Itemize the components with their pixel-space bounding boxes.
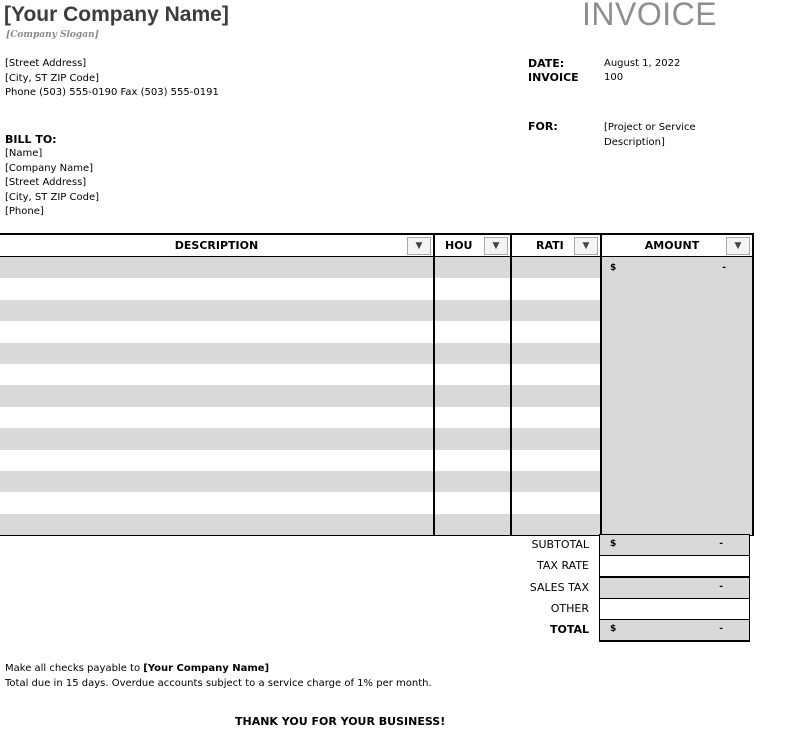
for-label: FOR:	[528, 120, 558, 133]
rate-cell[interactable]	[511, 385, 601, 406]
invoice-number-value: 100	[604, 72, 624, 83]
for-value	[604, 121, 696, 150]
table-row	[0, 364, 753, 385]
rate-cell[interactable]	[511, 428, 601, 449]
invoice-title: INVOICE	[582, 0, 718, 32]
hours-cell[interactable]	[434, 364, 511, 385]
rate-header[interactable]	[511, 234, 601, 257]
rate-cell[interactable]	[511, 300, 601, 321]
total-label: TOTAL	[549, 623, 589, 636]
description-cell[interactable]	[0, 364, 434, 385]
table-row	[0, 300, 753, 321]
hours-header[interactable]	[434, 234, 511, 257]
table-row	[0, 514, 753, 536]
amount-cell[interactable]	[601, 514, 753, 536]
sales-tax-cell[interactable]	[599, 577, 750, 599]
hours-cell[interactable]	[434, 514, 511, 536]
hours-cell[interactable]	[434, 343, 511, 364]
for-value-line-1: [Project or Service	[604, 122, 696, 133]
amount-cell[interactable]	[601, 257, 753, 279]
hours-cell[interactable]	[434, 492, 511, 513]
tax-rate-cell[interactable]	[599, 555, 750, 577]
description-cell[interactable]	[0, 471, 434, 492]
hours-cell[interactable]	[434, 407, 511, 428]
amount-cell[interactable]	[601, 492, 753, 513]
company-phone-fax: Phone (503) 555-0190 Fax (503) 555-0191	[5, 87, 219, 98]
description-cell[interactable]	[0, 407, 434, 428]
other-label: OTHER	[550, 602, 589, 615]
sales-tax-value: -	[719, 582, 723, 592]
table-row	[0, 450, 753, 471]
table-row	[0, 385, 753, 406]
total-value: -	[719, 624, 723, 634]
amount-header[interactable]	[601, 234, 753, 257]
other-cell[interactable]	[599, 598, 750, 620]
checks-payable-prefix: Make all checks payable to	[5, 663, 144, 674]
sales-tax-label: SALES TAX	[529, 581, 589, 594]
bill-to-label: BILL TO:	[5, 133, 57, 146]
subtotal-currency: $	[610, 539, 617, 549]
hours-cell[interactable]	[434, 278, 511, 299]
amount-filter-dropdown-icon[interactable]: ▼	[726, 237, 750, 255]
subtotal-cell[interactable]	[599, 534, 750, 556]
rate-filter-dropdown-icon[interactable]: ▼	[574, 237, 598, 255]
company-city: [City, ST ZIP Code]	[5, 72, 100, 84]
hours-header-label: HOU	[445, 239, 473, 252]
hours-cell[interactable]	[434, 257, 511, 279]
company-address-block	[5, 57, 219, 101]
table-row	[0, 407, 753, 428]
amount-cell[interactable]	[601, 321, 753, 342]
rate-cell[interactable]	[511, 471, 601, 492]
rate-cell[interactable]	[511, 321, 601, 342]
amount-cell[interactable]	[601, 278, 753, 299]
description-cell[interactable]	[0, 278, 434, 299]
amount-cell[interactable]	[601, 300, 753, 321]
table-row	[0, 471, 753, 492]
thank-you-message: THANK YOU FOR YOUR BUSINESS!	[235, 715, 446, 728]
hours-cell[interactable]	[434, 300, 511, 321]
description-cell[interactable]	[0, 257, 434, 279]
table-row	[0, 492, 753, 513]
amount-currency: $	[610, 262, 617, 273]
amount-cell[interactable]	[601, 428, 753, 449]
payment-terms: Total due in 15 days. Overdue accounts subject to a service charge of 1% per month.	[5, 678, 432, 689]
table-row	[0, 343, 753, 364]
date-value: August 1, 2022	[604, 58, 681, 69]
amount-cell[interactable]	[601, 450, 753, 471]
hours-filter-dropdown-icon[interactable]: ▼	[484, 237, 508, 255]
checks-payable-note	[5, 663, 269, 674]
table-row	[0, 321, 753, 342]
rate-cell[interactable]	[511, 343, 601, 364]
bill-to-company: [Company Name]	[5, 162, 94, 174]
rate-cell[interactable]	[511, 278, 601, 299]
description-cell[interactable]	[0, 450, 434, 471]
description-header[interactable]	[0, 234, 434, 257]
total-cell[interactable]	[599, 619, 750, 642]
total-currency: $	[610, 624, 617, 634]
description-cell[interactable]	[0, 300, 434, 321]
hours-cell[interactable]	[434, 428, 511, 449]
amount-value: -	[722, 262, 726, 273]
rate-cell[interactable]	[511, 514, 601, 536]
company-slogan: [Company Slogan]	[6, 30, 99, 40]
rate-cell[interactable]	[511, 364, 601, 385]
checks-payable-company: [Your Company Name]	[143, 663, 270, 674]
amount-cell[interactable]	[601, 343, 753, 364]
bill-to-street: [Street Address]	[5, 177, 87, 188]
bill-to-name: [Name]	[5, 148, 43, 159]
table-row	[0, 278, 753, 299]
table-row	[0, 428, 753, 449]
hours-cell[interactable]	[434, 450, 511, 471]
amount-cell[interactable]	[601, 364, 753, 385]
rate-cell[interactable]	[511, 257, 601, 279]
company-name: [Your Company Name]	[4, 3, 229, 26]
hours-cell[interactable]	[434, 385, 511, 406]
invoice-number-label: INVOICE	[528, 71, 579, 84]
table-row	[0, 257, 753, 279]
description-cell[interactable]	[0, 428, 434, 449]
description-cell[interactable]	[0, 385, 434, 406]
subtotal-value: -	[719, 539, 723, 549]
description-cell[interactable]	[0, 343, 434, 364]
line-items-table	[0, 233, 754, 536]
amount-header-label: AMOUNT	[644, 239, 700, 252]
company-street: [Street Address]	[5, 58, 87, 69]
rate-header-label: RATI	[536, 239, 564, 252]
hours-cell[interactable]	[434, 321, 511, 342]
hours-cell[interactable]	[434, 471, 511, 492]
description-cell[interactable]	[0, 514, 434, 536]
description-cell[interactable]	[0, 321, 434, 342]
table-header-row	[0, 234, 753, 257]
rate-cell[interactable]	[511, 492, 601, 513]
bill-to-block	[5, 147, 99, 220]
description-cell[interactable]	[0, 492, 434, 513]
date-label: DATE:	[528, 57, 565, 70]
amount-cell[interactable]	[601, 471, 753, 492]
rate-cell[interactable]	[511, 407, 601, 428]
bill-to-city: [City, ST ZIP Code]	[5, 191, 100, 203]
amount-cell[interactable]	[601, 385, 753, 406]
subtotal-label: SUBTOTAL	[531, 538, 589, 551]
tax-rate-label: TAX RATE	[537, 559, 589, 572]
description-filter-dropdown-icon[interactable]: ▼	[407, 237, 431, 255]
bill-to-phone: [Phone]	[5, 206, 44, 217]
amount-cell[interactable]	[601, 407, 753, 428]
for-value-line-2: Description]	[604, 136, 665, 148]
rate-cell[interactable]	[511, 450, 601, 471]
description-header-label: DESCRIPTION	[174, 239, 259, 252]
